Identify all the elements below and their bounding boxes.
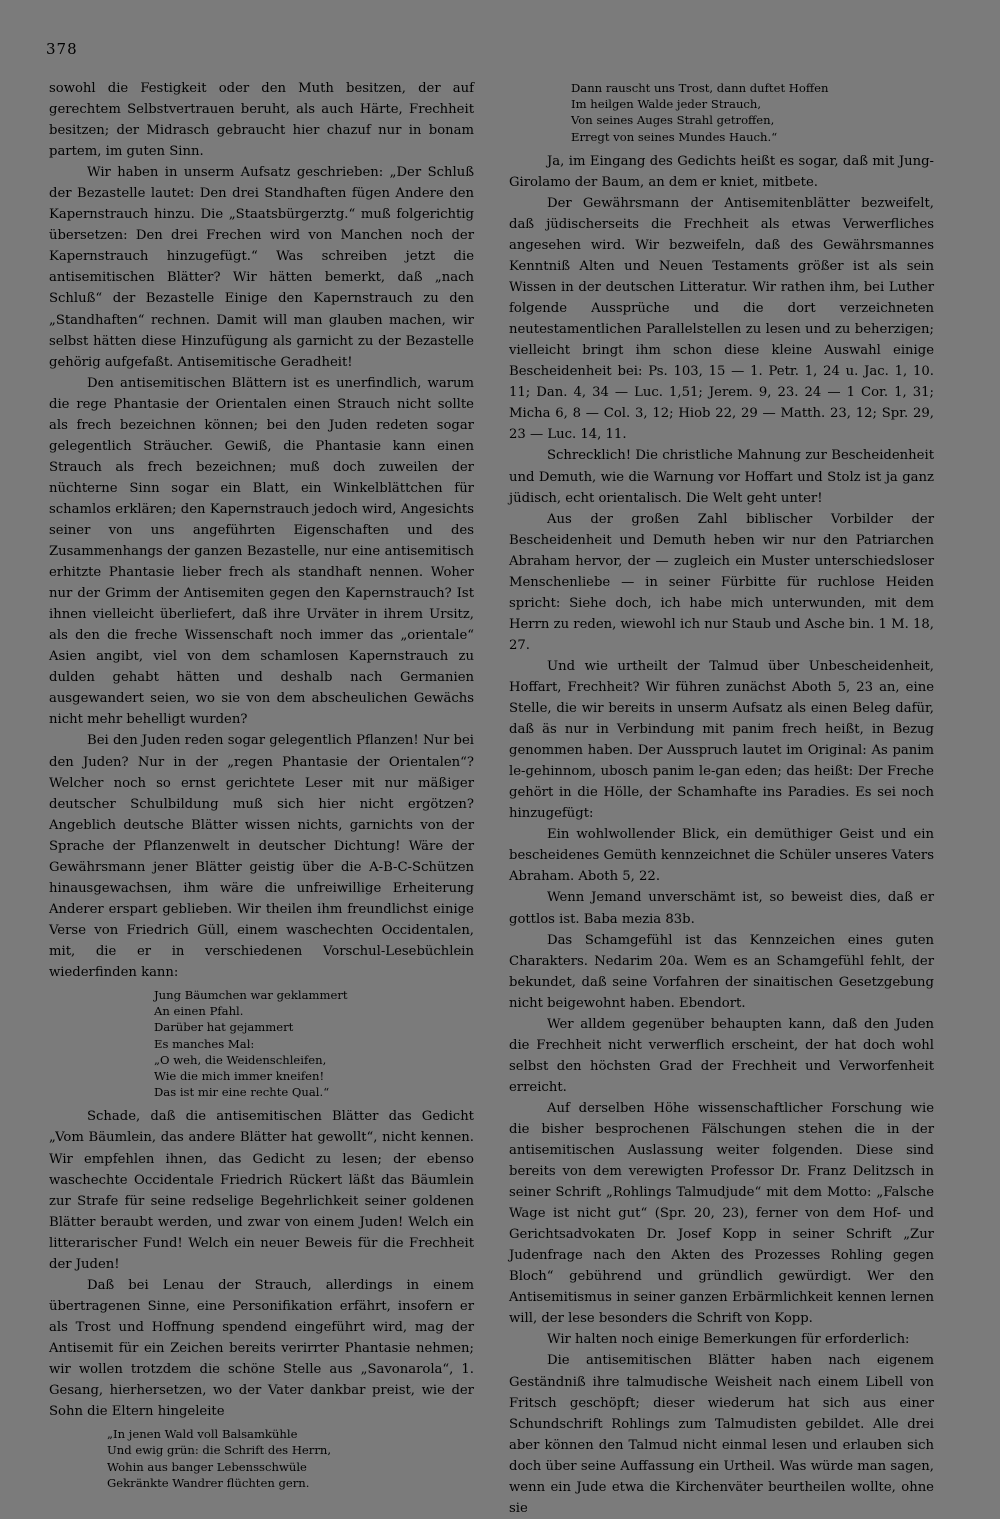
paragraph: Bei den Juden reden sogar gelegentlich Pflanzen! Nur bei den Juden? Nur in der „regen Phantasie der Orientalen“? Welcher noch so ernst gerichtete Leser mit nur mäßiger deutscher Schulbildung muß sich hier nicht ergötzen? Angeblich deutsche Blätter wissen nichts, garnichts von der Sprache der Pflanzenwelt in deutscher Dichtung! Wäre der Gewährsmann jener Blätter geistig über die A-B-C-Schützen hinausgewachsen, ihm wäre die unfreiwillige Erheiterung Anderer erspart geblieben. Wir theilen ihm freundlichst einige Verse von Friedrich Güll, einem waschechten Occidentalen, mit, die er in verschiedenen Vorschul-Lesebüchlein wiederfinden kann:: [49, 733, 474, 980]
paragraph: Wir halten noch einige Bemerkungen für erforderlich:: [547, 1332, 910, 1348]
paragraph: Und wie urtheilt der Talmud über Unbescheidenheit, Hoffart, Frechheit? Wir führen zunächst Aboth 5, 23 an, eine Stelle, die wir bereits in unserm Aufsatz als einen Beleg dafür, daß äs nur in Verbindung mit panim frech heißt, in Bezug genommen haben. Der Ausspruch lautet im Original: As panim le-gehinnom, ubosch panim le-gan eden; das heißt: Der Freche gehört in die Hölle, der Schamhafte ins Paradies. Es sei noch hinzugefügt:: [509, 658, 934, 822]
poem-line: Von seines Auges Strahl getroffen,: [571, 113, 775, 128]
poem-lenau: [107, 1426, 474, 1491]
poem-line: Es manches Mal:: [154, 1036, 255, 1051]
paragraph: Wir haben in unserm Aufsatz geschrieben: „Der Schluß der Bezastelle lautet: Den drei Standhaften fügen Andere den Kapernstrauch hinzu. Die „Staatsbürgerztg.“ muß folgerichtig übersetzen: Den drei Frechen wird von Manchen noch der Kapernstrauch hinzugefügt.“ Was schreiben jetzt die antisemitischen Blätter? Wir hätten bemerkt, daß „nach Schluß“ der Bezastelle Einige den Kapernstrauch zu den „Standhaften“ rechnen. Damit will man glauben machen, wir selbst hätten diese Hinzufügung als garnicht zu der Bezastelle gehörig aufgefaßt. Antisemitische Geradheit!: [49, 165, 474, 370]
poem-line: Wie die mich immer kneifen!: [154, 1069, 325, 1084]
paragraph: Wenn Jemand unverschämt ist, so beweist dies, daß er gottlos ist. Baba mezia 83b.: [509, 890, 934, 927]
right-column: [509, 78, 934, 1519]
paragraph: Schrecklich! Die christliche Mahnung zur Bescheidenheit und Demuth, wie die Warnung vor Hoffart und Stolz ist ja ganz jüdisch, echt orientalisch. Die Welt geht unter!: [509, 448, 934, 506]
poem-line: Und ewig grün: die Schrift des Herrn,: [107, 1443, 332, 1458]
poem-gull: [154, 987, 474, 1100]
poem-lenau-continued: [571, 80, 934, 145]
paragraph: Ja, im Eingang des Gedichts heißt es sogar, daß mit Jung-Girolamo der Baum, an dem er kniet, mitbete.: [509, 153, 934, 190]
poem-line: „In jenen Wald voll Balsamkühle: [107, 1427, 298, 1442]
poem-line: „O weh, die Weidenschleifen,: [154, 1052, 327, 1067]
poem-line: An einen Pfahl.: [154, 1004, 244, 1019]
page-number: 378: [46, 40, 78, 58]
poem-line: Darüber hat gejammert: [154, 1020, 294, 1035]
paragraph: Wer alldem gegenüber behaupten kann, daß den Juden die Frechheit nicht verwerflich erscheint, der hat doch wohl selbst den höchsten Grad der Frechheit und Verworfenheit erreicht.: [509, 1016, 934, 1095]
paragraph: sowohl die Festigkeit oder den Muth besitzen, der auf gerechtem Selbstvertrauen beruht, als auch Härte, Frechheit besitzen; der Midrasch gebraucht hier chazuf nur in bonam partem, im guten Sinn.: [49, 81, 474, 160]
paragraph: Ein wohlwollender Blick, ein demüthiger Geist und ein bescheidenes Gemüth kennzeichnet die Schüler unseres Vaters Abraham. Aboth 5, 22.: [509, 827, 934, 885]
paragraph: Aus der großen Zahl biblischer Vorbilder der Bescheidenheit und Demuth heben wir nur den Patriarchen Abraham hervor, der — zugleich ein Muster unterschiedsloser Menschenliebe — in seiner Fürbitte für ruchlose Heiden spricht: Siehe doch, ich habe mich unterwunden, mit dem Herrn zu reden, wiewohl ich nur Staub und Asche bin. 1 M. 18, 27.: [509, 511, 934, 653]
paragraph: Den antisemitischen Blättern ist es unerfindlich, warum die rege Phantasie der Orientalen einen Strauch nicht sollte als frech bezeichnen können; bei den Juden redeten sogar gelegentlich Sträucher. Gewiß, die Phantasie kann einen Strauch als frech bezeichnen; muß doch zuweilen der nüchterne Sinn sogar ein Blatt, ein Winkelblättchen für schamlos erklären; den Kapernstrauch jedoch wird, Angesichts seiner von uns angeführten Eigenschaften und des Zusammenhangs der ganzen Bezastelle, nur eine antisemitisch erhitzte Phantasie lieber frech als standhaft nennen. Woher nur der Grimm der Antisemiten gegen den Kapernstrauch? Ist ihnen vielleicht überliefert, daß ihre Urväter in ihrem Ursitz, als den die freche Wissenschaft noch immer das „orientale“ Asien angibt, viel von dem schamlosen Kapernstrauch zu dulden gehabt hätten und deshalb nach Germanien ausgewandert seien, wo sie von dem abscheulichen Gewächs nicht mehr behelligt wurden?: [49, 375, 474, 728]
left-column: [49, 78, 474, 1491]
paragraph: Schade, daß die antisemitischen Blätter das Gedicht „Vom Bäumlein, das andere Blätter hat gewollt“, nicht kennen. Wir empfehlen ihnen, das Gedicht zu lesen; der ebenso waschechte Occidentale Friedrich Rückert läßt das Bäumlein zur Strafe für seine redselige Begehrlichkeit seiner goldenen Blätter beraubt werden, und zwar von einem Juden! Welch ein litterarischer Fund! Welch ein neuer Beweis für die Frechheit der Juden!: [49, 1109, 474, 1272]
paragraph: Daß bei Lenau der Strauch, allerdings in einem übertragenen Sinne, eine Personifikation erfährt, insofern er als Trost und Hoffnung spendend eingeführt wird, mag der Antisemit für ein Zeichen bereits verirrter Phantasie nehmen; wir wollen trotzdem die schöne Stelle aus „Savonarola“, 1. Gesang, hierhersetzen, wo der Vater dankbar preist, wie der Sohn die Eltern hingeleite: [49, 1277, 474, 1420]
paragraph: Der Gewährsmann der Antisemitenblätter bezweifelt, daß jüdischerseits die Frechheit als etwas Verwerfliches angesehen wird. Wir bezweifeln, daß des Gewährsmannes Kenntniß Alten und Neuen Testaments größer ist als sein Wissen in der deutschen Litteratur. Wir rathen ihm, bei Luther folgende Aussprüche und die dort verzeichneten neutestamentlichen Parallelstellen zu lesen und zu beherzigen; vielleicht bringt ihm schon diese kleine Auswahl einige Bescheidenheit bei: Ps. 103, 15 — 1. Petr. 1, 24 u. Jac. 1, 10. 11; Dan. 4, 34 — Luc. 1,51; Jerem. 9, 23. 24 — 1 Cor. 1, 31; Micha 6, 8 — Col. 3, 12; Hiob 22, 29 — Matth. 23, 12; Spr. 29, 23 — Luc. 14, 11.: [509, 195, 934, 443]
poem-line: Wohin aus banger Lebensschwüle: [107, 1459, 307, 1474]
paragraph: Das Schamgefühl ist das Kennzeichen eines guten Charakters. Nedarim 20a. Wem es an Schamgefühl fehlt, der bekundet, daß seine Vorfahren der sinaitischen Gesetzgebung nicht beigewohnt haben. Ebendort.: [509, 932, 934, 1011]
poem-line: Jung Bäumchen war geklammert: [154, 988, 348, 1003]
poem-line: Erregt von seines Mundes Hauch.“: [571, 129, 778, 144]
paragraph: Auf derselben Höhe wissenschaftlicher Forschung wie die bisher besprochenen Fälschungen stehen die in der antisemitischen Auslassung weiter folgenden. Diese sind bereits von dem verewigten Professor Dr. Franz Delitzsch in seiner Schrift „Rohlings Talmudjude“ mit dem Motto: „Falsche Wage ist nicht gut“ (Spr. 20, 23), ferner von dem Hof- und Gerichtsadvokaten Dr. Josef Kopp in seiner Schrift „Zur Judenfrage nach den Akten des Prozesses Rohling gegen Bloch“ gebührend und gründlich gewürdigt. Wer den Antisemitismus in seiner ganzen Erbärmlichkeit kennen lernen will, der lese besonders die Schrift von Kopp.: [509, 1100, 934, 1327]
paragraph: Die antisemitischen Blätter haben nach eigenem Geständniß ihre talmudische Weisheit nach einem Libell von Fritsch geschöpft; dieser wiederum hat sich aus einer Schundschrift Rohlings zum Talmudisten gebildet. Alle drei aber können den Talmud nicht einmal lesen und erlauben sich doch über seine Auffassung ein Urtheil. Was würde man sagen, wenn ein Jude etwa die Kirchenväter beurtheilen wollte, ohne sie: [509, 1353, 934, 1516]
poem-line: Dann rauscht uns Trost, dann duftet Hoffen: [571, 81, 829, 95]
poem-line: Das ist mir eine rechte Qual.“: [154, 1085, 330, 1100]
poem-line: Gekränkte Wandrer flüchten gern.: [107, 1475, 310, 1490]
poem-line: Im heilgen Walde jeder Strauch,: [571, 97, 762, 112]
